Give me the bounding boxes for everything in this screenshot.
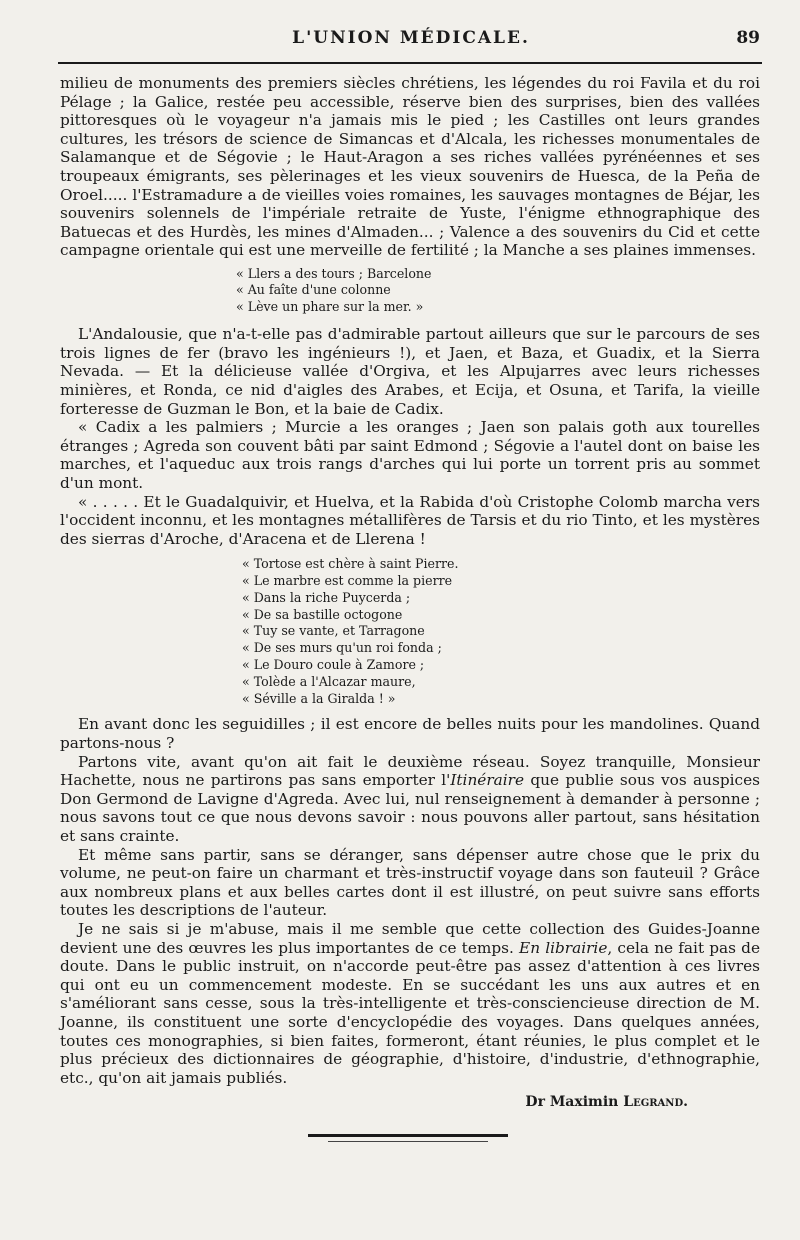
paragraph-6 [60, 753, 760, 846]
verse-line: « Llers a des tours ; Barcelone [236, 265, 432, 281]
verse-line: « Séville a la Giralda ! » [242, 690, 396, 706]
verse-line: « Le marbre est comme la pierre [242, 573, 453, 589]
book-title-italic: Itinéraire [450, 771, 525, 790]
verse-line: « Le Douro coule à Zamore ; [242, 657, 425, 673]
verse-line: « Tortose est chère à saint Pierre. [242, 556, 459, 572]
italic-phrase: En librairie [519, 938, 608, 957]
end-rule-thin [328, 1141, 488, 1142]
verse-line: « Tuy se vante, et Tarragone [242, 623, 425, 639]
paragraph-8-text-b: , cela ne fait pas de doute. Dans le public instruit, on n'accorde peut-être pas assez d'attention à ces livres qui ont eu un commencement modeste. En se succédant les uns aux autres et en s'améliorant sans cesse, sous la très-intelligente et très-consciencieuse direction de M. Joanne, ils constituent une sorte d'encyclopédie des voyages. Dans quelques années, toutes ces monographies, si bien faites, formeront, étant réunies, le plus complet et le plus précieux des dictionnaires de géographie, d'histoire, d'industrie, d'ethnographie, etc., qu'on ait jamais publiés. [60, 938, 761, 1087]
paragraph-2: L'Andalousie, que n'a-t-elle pas d'admirable partout ailleurs que sur le parcours de ses trois lignes de fer (bravo les ingénieurs !), et Jaen, et Baza, et Guadix, et la Sierra Nevada. — Et la délicieuse vallée d'Orgiva, et les Alpujarres avec leurs richesses minières, et Ronda, ce nid d'aigles des Arabes, et Ecija, et Osuna, et Tarifa, la vieille forteresse de Guzman le Bon, et la baie de Cadix. [60, 325, 760, 418]
author-signature [60, 1093, 760, 1112]
page-number: 89 [736, 28, 760, 48]
paragraph-6-text-a: Partons vite, avant qu'on ait fait le deuxième réseau. Soyez tranquille, Monsieur Hachette, nous ne partirons pas sans emporter l' [60, 752, 760, 790]
paragraph-1: milieu de monuments des premiers siècles chrétiens, les légendes du roi Favila et du roi Pélage ; la Galice, restée peu accessible, réserve bien des surprises, bien des vallées pittoresques où le voyageur n'a jamais mis le pied ; les Castilles ont leurs grandes cultures, les trésors de science de Simancas et d'Alcala, les richesses monumentales de Salamanque et de Ségovie ; le Haut-Aragon a ses riches vallées pyrénéennes et ses troupeaux émigrants, ses pèlerinages et les vieux souvenirs de Huesca, de la Peña de Oroel..... l'Estramadure a de vieilles voies romaines, les sauvages montagnes de Béjar, les souvenirs solennels de l'impériale retraite de Yuste, l'énigme ethnographique des Batuecas et des Hurdès, les mines d'Almaden... ; Valence a des souvenirs du Cid et cette campagne orientale qui est une merveille de fertilité ; la Manche a ses plaines immenses. [60, 74, 760, 260]
paragraph-4: « . . . . . Et le Guadalquivir, et Huelva, et la Rabida d'où Cristophe Colomb marcha vers l'occident inconnu, et les montagnes métallifères de Tarsis et du rio Tinto, et les mystères des sierras d'Aroche, d'Aracena et de Llerena ! [60, 492, 760, 548]
paragraph-8 [60, 920, 760, 1087]
journal-title: L'UNION MÉDICALE. [292, 28, 530, 48]
paragraph-8-text-a: Je ne sais si je m'abuse, mais il me semble que cette collection des Guides-Joanne devient une des œuvres les plus importantes de ce temps. [60, 919, 760, 957]
signature-surname: Legrand. [623, 1094, 688, 1111]
running-header [62, 28, 760, 54]
verse-line: « Tolède a l'Alcazar maure, [242, 673, 416, 689]
paragraph-7: Et même sans partir, sans se déranger, sans dépenser autre chose que le prix du volume, ne peut-on faire un charmant et très-instructif voyage dans son fauteuil ? Grâce aux nombreux plans et aux belles cartes dont il est illustré, on peut suivre sans efforts toutes les descriptions de l'auteur. [60, 845, 760, 920]
verse-line: « De sa bastille octogone [242, 606, 403, 622]
verse-line: « Dans la riche Puycerda ; [242, 589, 411, 605]
verse-line: « Lève un phare sur la mer. » [236, 298, 424, 314]
signature-prefix: Dr Maximin [525, 1094, 624, 1111]
paragraph-5: En avant donc les seguidilles ; il est encore de belles nuits pour les mandolines. Quand partons-nous ? [60, 715, 760, 753]
paragraph-3: « Cadix a les palmiers ; Murcie a les oranges ; Jaen son palais goth aux tourelles étranges ; Agreda son couvent bâti par saint Edmond ; Ségovie a l'autel dont on baise les marches, et l'aqueduc aux trois rangs d'arches qui lui porte un torrent pris au sommet d'un mont. [60, 418, 760, 492]
verse-line: « Au faîte d'une colonne [236, 282, 391, 298]
article-body [60, 74, 760, 1112]
header-rule [58, 62, 762, 64]
verse-line: « De ses murs qu'un roi fonda ; [242, 640, 442, 656]
verse-block-2 [242, 556, 760, 707]
end-rule [308, 1134, 508, 1137]
verse-block-1 [236, 266, 760, 315]
paragraph-6-text-b: que publie sous vos auspices Don Germond de Lavigne d'Agreda. Avec lui, nul renseignement à demander à personne ; nous savons tout ce que nous devons savoir : nous pouvons aller partout, sans hésitation et sans crainte. [60, 771, 760, 846]
